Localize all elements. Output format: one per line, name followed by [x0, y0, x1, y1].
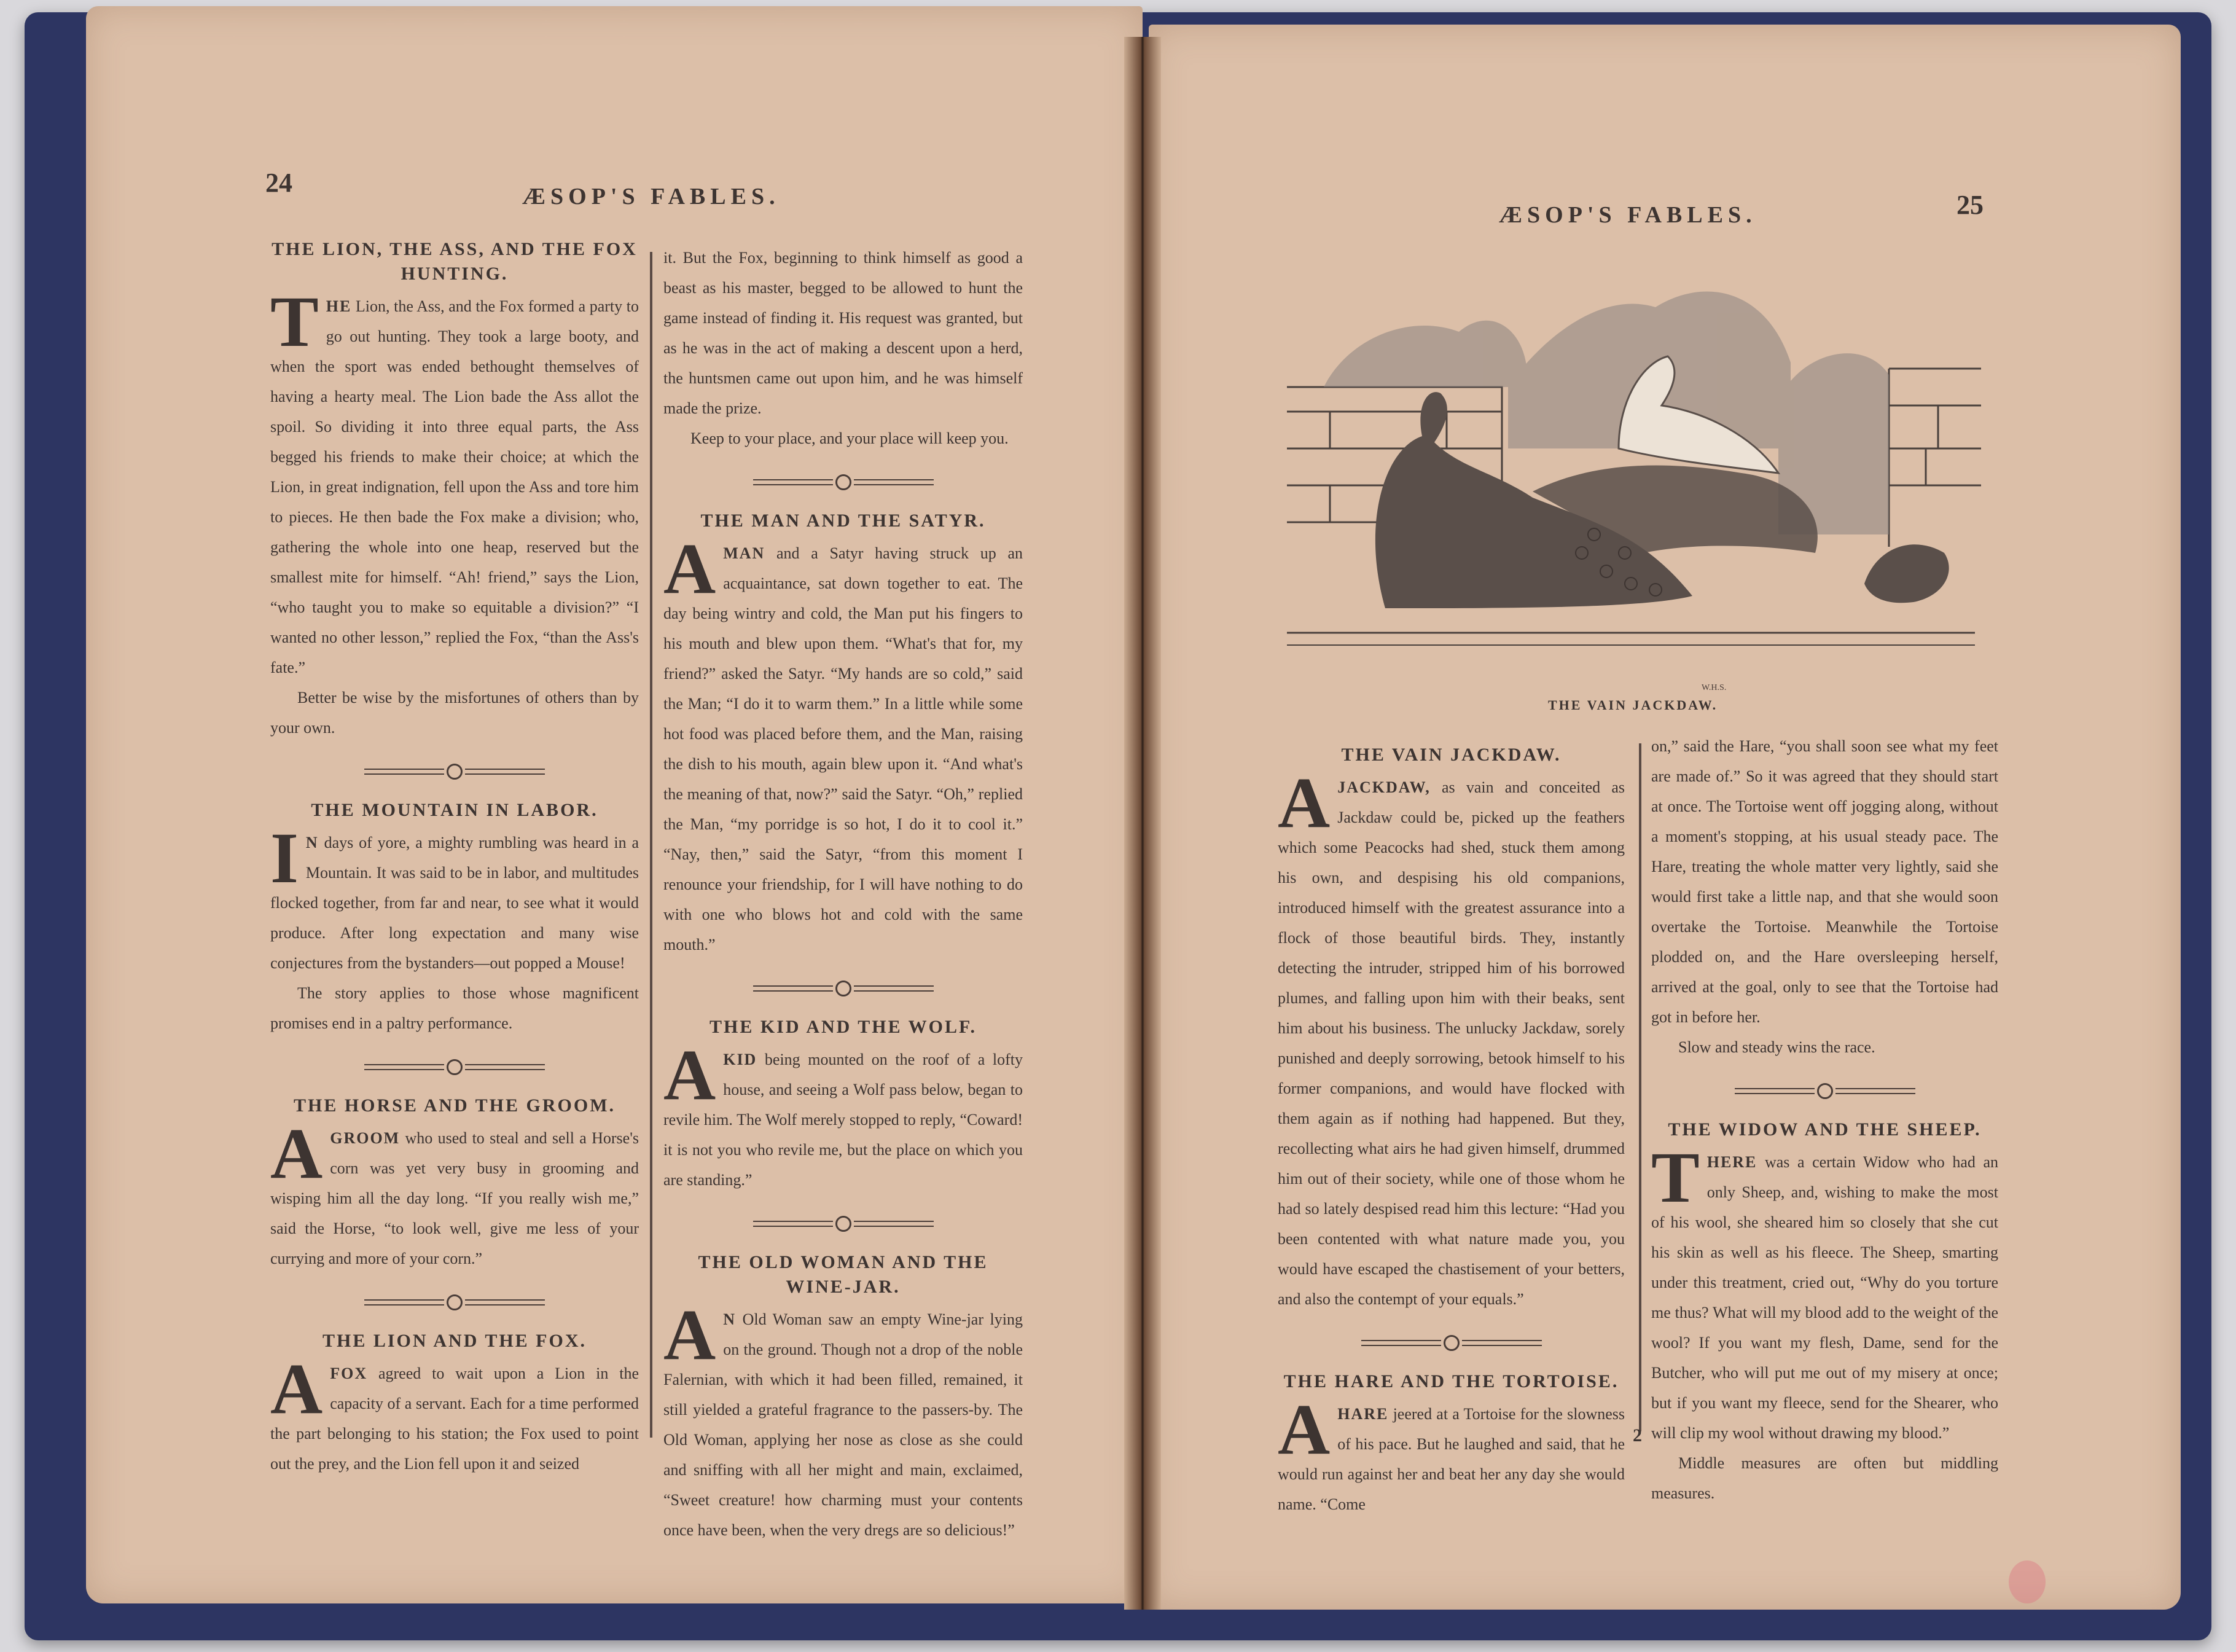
section-divider-ornament: [1278, 1335, 1625, 1351]
lead-word: N: [723, 1310, 736, 1328]
dropcap: A: [663, 1294, 716, 1375]
fable-title: THE WIDOW AND THE SHEEP.: [1668, 1119, 1982, 1140]
column-rule-right-page: [1639, 743, 1641, 1431]
fable-body: as vain and conceited as Jackdaw could be, picked up the feathers which some Peacocks had shed, stuck them among his own, and despising his old companions, introduced himself with the greatest assurance into a flock of those beautiful birds. They, instantly detecting the intruder, stripped him of his borrowed plumes, and falling upon him with their beaks, sent him about his business. The unlucky Jackdaw, sorely punished and deeply sorrowing, betook himself to his former companions, and would have flocked with them again as if nothing had happened. But they, recollecting what airs he had given himself, drummed him out of their society, while one of those whom he had so lately despised read him this lecture: “Had you been contented with what nature made you, you would have escaped the chastisement of your betters, and also the contempt of your equals.”: [1278, 778, 1625, 1308]
fable-body: agreed to wait upon a Lion in the capacity of a servant. Each for a time performed the part belonging to his station; the Fox used to point out the prey, and the Lion fell upon it and seized: [270, 1364, 639, 1473]
fable-widow-and-sheep: [1651, 1118, 1998, 1508]
peacocks-engraving-illustration: [1275, 264, 1987, 657]
fable-body: jeered at a Tortoise for the slowness of his pace. But he laughed and said, that he would run against her and beat her any day she would name. “Come: [1278, 1405, 1625, 1513]
section-divider-ornament: [270, 764, 639, 780]
right-page-column-2: [1651, 731, 1998, 1508]
fable-body: was a certain Widow who had an only Sheep, and, wishing to make the most of his wool, she sheared him so closely that she cut his skin as well as his fleece. The Sheep, smarting under this treatment, cried out, “Why do you torture me thus? What will my blood add to the weight of the wool? If you want my flesh, Dame, send for the Butcher, who will put me out of my misery at once; but if you want my fleece, send for the Shearer, who will clip my wool without drawing my blood.”: [1651, 1153, 1998, 1442]
fable-lion-and-fox: [270, 1329, 639, 1479]
fable-body: and a Satyr having struck up an acquaintance, sat down together to eat. The day being wintry and cold, the Man put his fingers to his mouth and blew upon them. “What's that for, my friend?” asked the Satyr. “My hands are so cold,” said the Man; “I do it to warm them.” In a little while some hot food was placed before them, and the Man, raising the dish to his mouth, again blew upon it. “And what's the meaning of that, now?” said the Satyr. “Oh,” replied the Man, “my porridge is so hot, I do it to cool it.” “Nay, then,” said the Satyr, “from this moment I renounce your friendship, for I will have nothing to do with one who blows hot and cold with the same mouth.”: [663, 544, 1023, 953]
dropcap: A: [663, 528, 716, 609]
signature-mark: 2: [1633, 1425, 1642, 1446]
fable-lion-ass-fox: [270, 237, 639, 743]
lead-word: HE: [326, 297, 352, 315]
fable-moral: The story applies to those whose magnificent promises end in a paltry performance.: [270, 984, 639, 1032]
lead-word: GROOM: [330, 1129, 401, 1147]
fable-lion-and-fox-continued: [663, 243, 1023, 453]
fable-title: THE VAIN JACKDAW.: [1341, 745, 1562, 765]
section-divider-ornament: [663, 1216, 1023, 1232]
fable-mountain-in-labor: [270, 798, 639, 1038]
page-number-right: 25: [1957, 190, 1984, 220]
fable-kid-and-wolf: [663, 1015, 1023, 1195]
fable-title: THE MAN AND THE SATYR.: [700, 511, 986, 531]
dropcap: A: [663, 1035, 716, 1115]
lead-word: MAN: [723, 544, 765, 562]
fable-moral: Keep to your place, and your place will keep you.: [690, 429, 1009, 447]
left-page-column-1: [270, 229, 639, 1479]
fable-title: THE OLD WOMAN AND THE WINE-JAR.: [698, 1252, 988, 1297]
fable-body: who used to steal and sell a Horse's corn was yet very busy in grooming and wisping him all the day long. “If you really wish me,” said the Horse, “to look well, give me less of your currying and more of your corn.”: [270, 1129, 639, 1267]
fable-title: THE HORSE AND THE GROOM.: [293, 1095, 616, 1116]
right-page-column-1: [1278, 734, 1625, 1519]
lead-word: HERE: [1706, 1153, 1757, 1171]
lead-word: JACKDAW,: [1337, 778, 1431, 796]
lead-word: KID: [723, 1051, 757, 1068]
fable-horse-and-groom: [270, 1094, 639, 1274]
fable-body: Old Woman saw an empty Wine-jar lying on the ground. Though not a drop of the noble Falernian, with which it had been filled, remained, it still yielded a grateful fragrance to the passers-by. The Old Woman, applying her nose as close as she could and sniffing with all her might and main, exclaimed, “Sweet creature! how charming must your contents once have been, when the very dregs are so delicious!”: [663, 1310, 1023, 1539]
fable-title: THE MOUNTAIN IN LABOR.: [311, 800, 598, 820]
fable-man-and-satyr: [663, 509, 1023, 960]
fable-moral: Better be wise by the misfortunes of others than by your own.: [270, 689, 639, 737]
running-head-right: ÆSOP'S FABLES.: [1499, 202, 1757, 228]
dropcap: T: [1651, 1137, 1700, 1218]
engraver-signature: W.H.S.: [1702, 683, 1727, 692]
fable-body: it. But the Fox, beginning to think himself as good a beast as his master, begged to be allowed to hunt the game instead of finding it. His request was granted, but as he was in the act of making a descent upon a herd, the huntsmen came out upon him, and he was himself made the prize.: [663, 249, 1023, 417]
lead-word: HARE: [1337, 1405, 1389, 1423]
page-number-left: 24: [265, 168, 292, 198]
dropcap: I: [270, 818, 299, 898]
fable-hare-and-tortoise-continued: [1651, 731, 1998, 1062]
dropcap: A: [1278, 1389, 1331, 1470]
fable-title: THE KID AND THE WOLF.: [709, 1017, 977, 1037]
fable-body: Lion, the Ass, and the Fox formed a party to go out hunting. They took a large booty, and when the sport was ended bethought themselves of having a hearty meal. The Lion bade the Ass allot the spoil. So dividing it into three equal parts, the Ass begged his friends to make their choice; at which the Lion, in great indignation, fell upon the Ass and tore him to pieces. He then bade the Fox make a division; who, gathering the whole into one heap, reserved but the smallest mite for himself. “Ah! friend,” says the Lion, “who taught you to make so equitable a division?” “I wanted no other lesson,” replied the Fox, “than the Ass's fate.”: [270, 297, 639, 676]
book-spine-gutter: [1124, 37, 1161, 1610]
fable-title: THE HARE AND THE TORTOISE.: [1283, 1371, 1619, 1392]
column-rule-left-page: [650, 252, 652, 1438]
dropcap: A: [270, 1349, 323, 1429]
section-divider-ornament: [663, 981, 1023, 996]
fable-title: THE LION, THE ASS, AND THE FOX HUNTING.: [272, 239, 638, 284]
dropcap: T: [270, 281, 319, 362]
illustration-caption: THE VAIN JACKDAW.: [1548, 697, 1718, 713]
fable-body: on,” said the Hare, “you shall soon see what my feet are made of.” So it was agreed that they should start at once. The Tortoise went off jogging along, without a moment's stopping, at his usual steady pace. The Hare, treating the whole matter very lightly, said she would first take a little nap, and that she would soon overtake the Tortoise. Meanwhile the Tortoise plodded on, and the Hare oversleeping herself, arrived at the goal, only to see that the Tortoise had got in before her.: [1651, 737, 1998, 1026]
fable-vain-jackdaw: [1278, 743, 1625, 1314]
left-page-column-2: [663, 243, 1023, 1545]
fable-old-woman-wine-jar: [663, 1250, 1023, 1545]
paper-stain: [2009, 1560, 2046, 1603]
running-head-left: ÆSOP'S FABLES.: [522, 184, 780, 209]
fable-moral: Slow and steady wins the race.: [1678, 1038, 1875, 1056]
lead-word: FOX: [330, 1364, 368, 1382]
fable-title: THE LION AND THE FOX.: [322, 1331, 587, 1351]
fable-hare-and-tortoise: [1278, 1369, 1625, 1519]
section-divider-ornament: [270, 1294, 639, 1310]
fable-body: being mounted on the roof of a lofty house, and seeing a Wolf pass below, began to revile him. The Wolf merely stopped to reply, “Coward! it is not you who revile me, but the place on which you are standing.”: [663, 1051, 1023, 1189]
dropcap: A: [270, 1113, 323, 1194]
section-divider-ornament: [1651, 1083, 1998, 1099]
lead-word: N: [305, 834, 319, 851]
section-divider-ornament: [270, 1059, 639, 1075]
fable-body: days of yore, a mighty rumbling was heard in a Mountain. It was said to be in labor, and multitudes flocked together, from far and near, to see what it would produce. After long expectation and many wise conjectures from the bystanders—out popped a Mouse!: [270, 834, 639, 972]
dropcap: A: [1278, 762, 1331, 843]
fable-moral: Middle measures are often but middling measures.: [1651, 1454, 1998, 1502]
section-divider-ornament: [663, 474, 1023, 490]
